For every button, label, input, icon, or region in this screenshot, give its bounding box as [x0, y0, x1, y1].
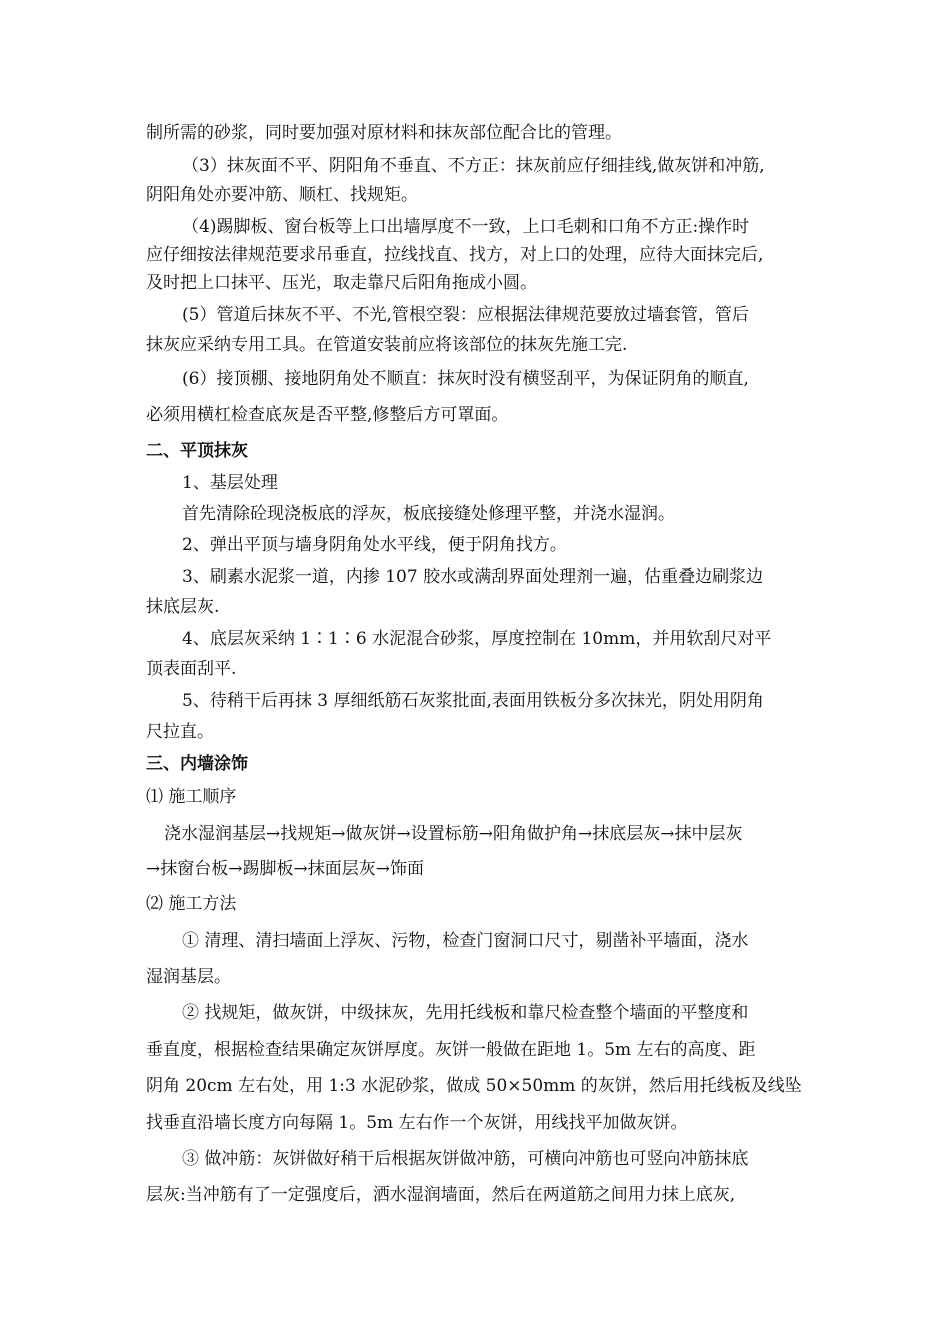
text-line: 阴角 20cm 左右处，用 1:3 水泥砂浆，做成 50×50mm 的灰饼，然后用托线板及线坠 [146, 1076, 802, 1096]
text-line: 应仔细按法律规范要求吊垂直，拉线找直、找方，对上口的处理，应待大面抹完后, [146, 245, 764, 265]
text-line: （3）抹灰面不平、阴阳角不垂直、不方正：抹灰前应仔细挂线,做灰饼和冲筋, [182, 156, 765, 176]
text-line: ① 清理、清扫墙面上浮灰、污物，检查门窗洞口尺寸，剔凿补平墙面，浇水 [182, 931, 749, 951]
text-line: →抹窗台板→踢脚板→抹面层灰→饰面 [146, 859, 424, 879]
text-line: ③ 做冲筋：灰饼做好稍干后根据灰饼做冲筋，可横向冲筋也可竖向冲筋抹底 [182, 1149, 749, 1169]
text-line: 1、基层处理 [182, 473, 278, 493]
text-line: 尺拉直。 [146, 722, 214, 742]
text-line: 及时把上口抹平、压光，取走靠尺后阳角拖成小圆。 [146, 273, 537, 293]
text-line: 抹灰应采纳专用工具。在管道安装前应将该部位的抹灰先施工完. [146, 335, 628, 355]
text-line: 阴阳角处亦要冲筋、顺杠、找规矩。 [146, 185, 418, 205]
text-line: ⑴ 施工顺序 [146, 787, 237, 807]
text-line: ② 找规矩，做灰饼，中级抹灰，先用托线板和靠尺检查整个墙面的平整度和 [182, 1003, 749, 1023]
text-line: (6）接顶棚、接地阴角处不顺直：抹灰时没有横竖刮平，为保证阴角的顺直, [182, 369, 749, 389]
text-line: （4)踢脚板、窗台板等上口出墙厚度不一致，上口毛刺和口角不方正:操作时 [182, 217, 750, 237]
text-line: 垂直度，根据检查结果确定灰饼厚度。灰饼一般做在距地 1。5m 左右的高度、距 [146, 1040, 756, 1060]
text-line: ⑵ 施工方法 [146, 894, 237, 914]
text-line: 湿润基层。 [146, 967, 231, 987]
text-line: 抹底层灰. [146, 597, 220, 617]
text-line: 3、刷素水泥浆一道，内掺 107 胶水或满刮界面处理剂一遍，估重叠边刷浆边 [182, 567, 764, 587]
text-line: 找垂直沿墙长度方向每隔 1。5m 左右作一个灰饼，用线找平加做灰饼。 [146, 1113, 688, 1133]
section-heading: 三、内墙涂饰 [146, 754, 248, 774]
text-line: (5）管道后抹灰不平、不光,管根空裂：应根据法律规范要放过墙套管，管后 [182, 305, 749, 325]
text-line: 首先清除砼现浇板底的浮灰，板底接缝处修理平整，并浇水湿润。 [182, 504, 675, 524]
text-line: 浇水湿润基层→找规矩→做灰饼→设置标筋→阳角做护角→抹底层灰→抹中层灰 [164, 824, 743, 844]
text-line: 顶表面刮平. [146, 659, 237, 679]
text-line: 必须用横杠检查底灰是否平整,修整后方可罩面。 [146, 405, 509, 425]
text-line: 4、底层灰采纳 1∶1∶6 水泥混合砂浆，厚度控制在 10mm，并用软刮尺对平 [182, 629, 772, 649]
text-line: 制所需的砂浆，同时要加强对原材料和抹灰部位配合比的管理。 [146, 123, 622, 143]
text-line: 层灰:当冲筋有了一定强度后，洒水湿润墙面，然后在两道筋之间用力抹上底灰, [146, 1185, 736, 1205]
text-line: 2、弹出平顶与墙身阴角处水平线，便于阴角找方。 [182, 535, 567, 555]
text-line: 5、待稍干后再抹 3 厚细纸筋石灰浆批面,表面用铁板分多次抹光，阴处用阴角 [182, 691, 764, 711]
section-heading: 二、平顶抹灰 [146, 441, 248, 461]
